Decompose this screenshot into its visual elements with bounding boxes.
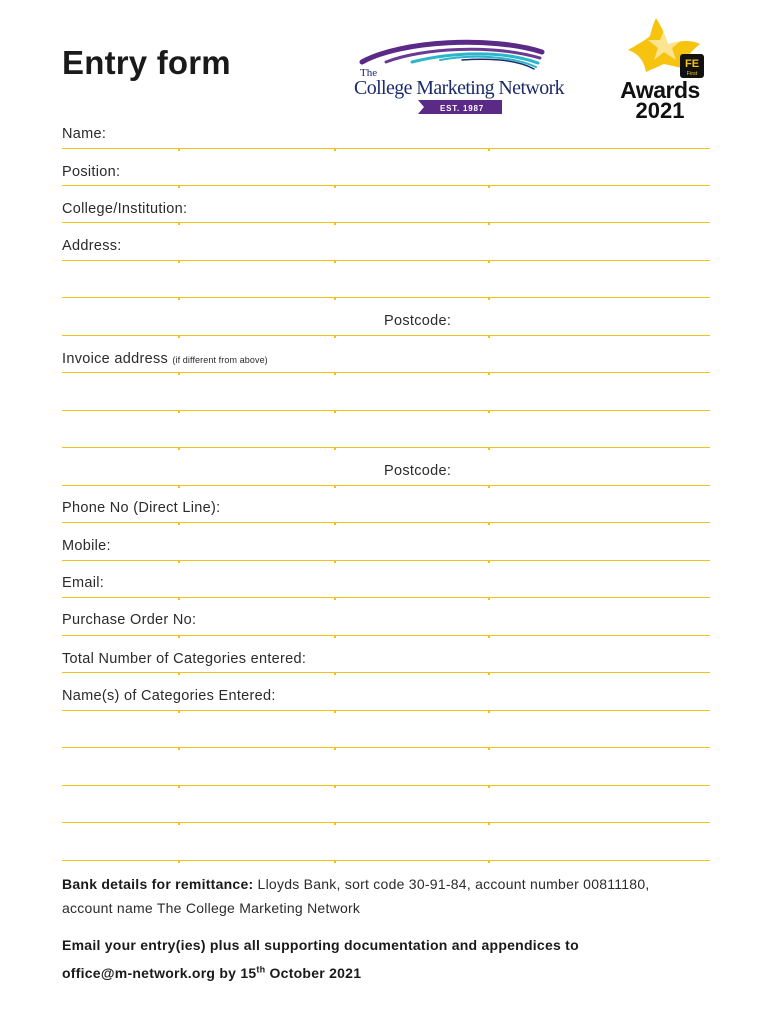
email-input-line[interactable] xyxy=(62,597,710,598)
position-input-line[interactable] xyxy=(62,185,710,186)
invoice-address-label xyxy=(62,351,268,367)
address-label: Address: xyxy=(62,238,122,254)
bank-details-line1: Lloyds Bank, sort code 30-91-84, account number 00811180, xyxy=(257,876,650,892)
mobile-label: Mobile: xyxy=(62,538,111,554)
category-names-input-line-1[interactable] xyxy=(62,710,710,711)
bank-details-line2: account name The College Marketing Network xyxy=(62,900,361,916)
logo-name-text: College Marketing Network xyxy=(354,77,566,99)
logo-the-text: The xyxy=(360,67,378,79)
awards-word-text: Awards xyxy=(620,77,700,103)
invoice-address-input-line-3[interactable] xyxy=(62,447,710,448)
phone-input-line[interactable] xyxy=(62,522,710,523)
total-categories-input-line[interactable] xyxy=(62,672,710,673)
mobile-input-line[interactable] xyxy=(62,560,710,561)
submission-date-suffix: th xyxy=(256,964,266,974)
email-label: Email: xyxy=(62,575,105,591)
invoice-address-input-line-1[interactable] xyxy=(62,372,710,373)
submission-email-date: office@m-network.org by 15 xyxy=(62,964,257,981)
fe-first-awards-logo xyxy=(604,14,716,122)
awards-badge-sub-text: First xyxy=(686,71,698,77)
category-names-label: Name(s) of Categories Entered: xyxy=(62,688,276,704)
invoice-address-input-line-2[interactable] xyxy=(62,410,710,411)
submission-line1: Email your entry(ies) plus all supporting documentation and appendices to xyxy=(62,937,579,953)
bank-details xyxy=(62,872,712,920)
name-input-line[interactable] xyxy=(62,148,710,149)
awards-year-text: 2021 xyxy=(635,98,685,122)
invoice-postcode-input-line[interactable] xyxy=(62,485,710,486)
purchase-order-label: Purchase Order No: xyxy=(62,612,197,628)
postcode-label-2: Postcode: xyxy=(384,463,452,479)
logo-est-text: EST. 1987 xyxy=(439,104,485,113)
invoice-address-text: Invoice address xyxy=(62,351,169,367)
college-input-line[interactable] xyxy=(62,222,710,223)
awards-badge-text: FE xyxy=(684,58,700,70)
address-postcode-input-line[interactable] xyxy=(62,335,710,336)
address-input-line-2[interactable] xyxy=(62,297,710,298)
form-title: Entry form xyxy=(62,44,231,81)
position-label: Position: xyxy=(62,164,121,180)
total-categories-label: Total Number of Categories entered: xyxy=(62,651,307,667)
category-names-input-line-3[interactable] xyxy=(62,785,710,786)
postcode-label-1: Postcode: xyxy=(384,313,452,329)
college-label: College/Institution: xyxy=(62,201,188,217)
address-input-line-1[interactable] xyxy=(62,260,710,261)
phone-label: Phone No (Direct Line): xyxy=(62,500,221,516)
purchase-order-input-line[interactable] xyxy=(62,635,710,636)
category-names-input-line-5[interactable] xyxy=(62,860,710,861)
college-marketing-network-logo xyxy=(352,38,568,120)
bank-details-label: Bank details for remittance: xyxy=(62,876,254,892)
invoice-address-note: (if different from above) xyxy=(172,355,268,365)
submission-line2 xyxy=(62,965,361,981)
submission-instructions xyxy=(62,933,712,985)
category-names-input-line-4[interactable] xyxy=(62,822,710,823)
submission-month-year: October 2021 xyxy=(265,964,362,981)
name-label: Name: xyxy=(62,126,107,142)
category-names-input-line-2[interactable] xyxy=(62,747,710,748)
